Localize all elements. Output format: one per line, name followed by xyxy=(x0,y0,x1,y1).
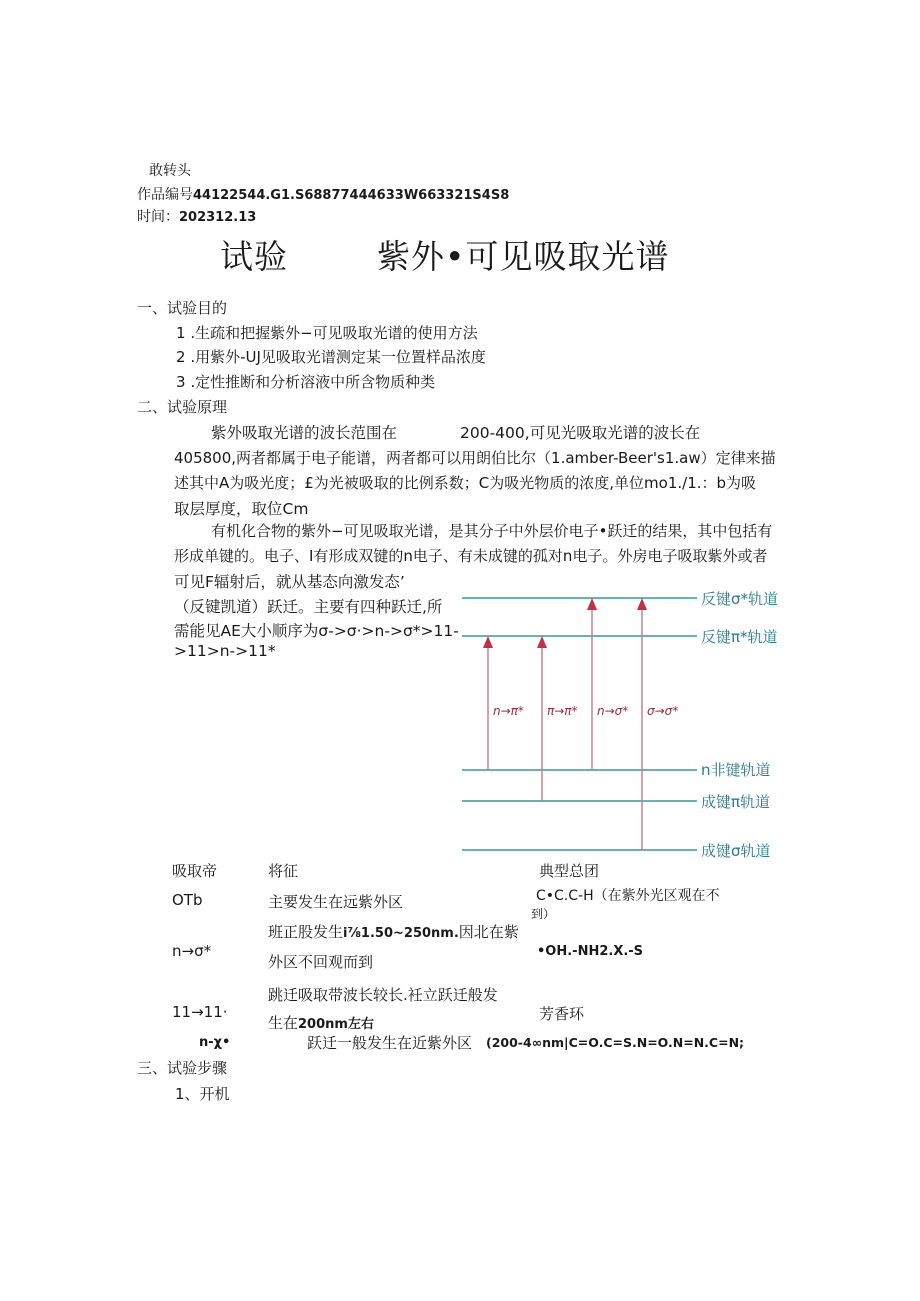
level-labels xyxy=(701,590,778,860)
principle-p2-line3: 可见F辐射后，就从基态向激发态’ xyxy=(174,573,405,591)
table-row2-feature2: 外区不回观而到 xyxy=(268,953,374,971)
principle-p2-line6: >11>n->11* xyxy=(174,642,276,660)
principle-p1-line1b: 200-400,可见光吸取光谱的波长在 xyxy=(460,424,701,442)
objective-text: .定性推断和分析溶液中所含物质种类 xyxy=(190,373,436,391)
transition-labels xyxy=(493,704,678,718)
time-line xyxy=(137,206,256,226)
label-n-pi-star: n→π* xyxy=(493,704,524,718)
table-row1-name: OTb xyxy=(172,891,203,909)
principle-p1-line4: 取层厚度，取位Cm xyxy=(174,500,309,518)
label-level-pi-star: 反键π*轨道 xyxy=(701,628,778,646)
principle-p2-line1: 有机化合物的紫外−可见吸取光谱，是其分子中外层价电子•跃迁的结果，其中包括有 xyxy=(211,522,773,540)
feature-text: 生在 xyxy=(268,1014,299,1032)
title-left: 试验 xyxy=(220,237,288,276)
table-row2-group: •OH.-NH2.X.-S xyxy=(537,944,644,959)
serial-value: 44122544.G1.S68877444633W663321S4S8 xyxy=(193,188,510,203)
objective-num: 3 xyxy=(176,373,186,391)
serial-line xyxy=(137,184,509,204)
section2-heading: 二、试验原理 xyxy=(137,398,228,416)
principle-p1-line1a: 紫外吸取光谱的波长范围在 xyxy=(211,424,398,442)
table-header-feature: 将征 xyxy=(268,862,299,880)
objective-item-2 xyxy=(176,346,486,367)
serial-label: 作品编号 xyxy=(137,187,193,203)
table-row3-name: 11→11· xyxy=(172,1003,228,1021)
table-row3-feature1: 跳迁吸取带波长较长.衽立跃迁般发 xyxy=(268,986,498,1004)
title-right: 紫外•可见吸取光谱 xyxy=(377,237,670,276)
feature-range: 200nm左右 xyxy=(298,1017,374,1032)
principle-p2-line2: 形成单键的。电子、Ⅰ有形成双键的n电子、有未成键的孤对n电子。外房电子吸取紫外或者 xyxy=(174,547,768,565)
principle-p1-line3: 述其中A为吸光度；£为光被吸取的比例系数；C为吸光物质的浓度,单位mo1./1.：b为吸 xyxy=(174,474,757,492)
table-row2-name: n→σ* xyxy=(172,942,212,960)
table-header-group: 典型总团 xyxy=(539,862,600,880)
table-row4-group: (200-4∞nm|C=O.C=S.N=O.N=N.C=N; xyxy=(486,1035,745,1050)
table-row1-group2: 到） xyxy=(531,907,556,921)
feature-text: 因北在紫 xyxy=(458,923,519,941)
objective-text: .生疏和把握紫外−可见吸取光谱的使用方法 xyxy=(190,324,478,342)
header-line1: 敢转头 xyxy=(149,163,191,179)
objective-item-3 xyxy=(176,371,435,392)
label-n-sigma-star: n→σ* xyxy=(597,704,629,718)
table-row3-group: 芳香环 xyxy=(539,1005,585,1023)
feature-text: 班正股发生 xyxy=(268,923,344,941)
time-label: 时间： xyxy=(137,209,179,225)
arrowhead xyxy=(587,598,597,610)
label-sigma-sigma-star: σ→σ* xyxy=(647,704,679,718)
energy-level-diagram xyxy=(455,578,795,863)
table-row1-feature: 主要发生在远紫外区 xyxy=(268,893,404,911)
step-1: 1、开机 xyxy=(175,1085,230,1103)
arrowhead xyxy=(537,636,547,648)
label-level-sigma: 成键σ轨道 xyxy=(701,842,771,860)
level-lines xyxy=(462,598,697,850)
time-value: 202312.13 xyxy=(179,210,257,225)
label-pi-pi-star: π→π* xyxy=(547,704,578,718)
arrowhead xyxy=(637,598,647,610)
feature-range: i⅞1.50~250nm. xyxy=(343,926,459,941)
table-header-type: 吸取帝 xyxy=(172,862,218,880)
label-level-pi: 成键π轨道 xyxy=(701,793,771,811)
objective-num: 1 xyxy=(176,324,186,342)
section3-heading: 三、试验步骤 xyxy=(137,1059,228,1077)
label-level-sigma-star: 反键σ*轨道 xyxy=(701,590,779,608)
section1-heading: 一、试验目的 xyxy=(137,299,228,317)
table-row1-group1: C•C.C-H（在紫外光区观在不 xyxy=(536,888,720,904)
principle-p2-line5: 需能见AE大小顺序为σ->σ·>n->σ*>11- xyxy=(174,622,459,640)
label-level-n: n非键轨道 xyxy=(701,761,771,779)
principle-p2-line4: （反键凯道）跃迁。主要有四种跃迁,所 xyxy=(174,598,443,616)
principle-p1-line2: 405800,两者都属于电子能谱，两者都可以用朗伯比尔（1.amber-Beer's1.aw）定律来描 xyxy=(174,449,776,467)
objective-item-1 xyxy=(176,322,478,343)
table-row4-feature: 跃迁一般发生在近紫外区 xyxy=(307,1034,473,1052)
objective-num: 2 xyxy=(176,348,186,366)
objective-text: .用紫外-UJ见吸取光谱测定某一位置样品浓度 xyxy=(190,348,486,366)
table-row3-feature2 xyxy=(268,1012,374,1033)
table-row4-name: n-χ• xyxy=(199,1035,231,1050)
arrowhead xyxy=(483,636,493,648)
table-row2-feature1 xyxy=(268,921,519,942)
